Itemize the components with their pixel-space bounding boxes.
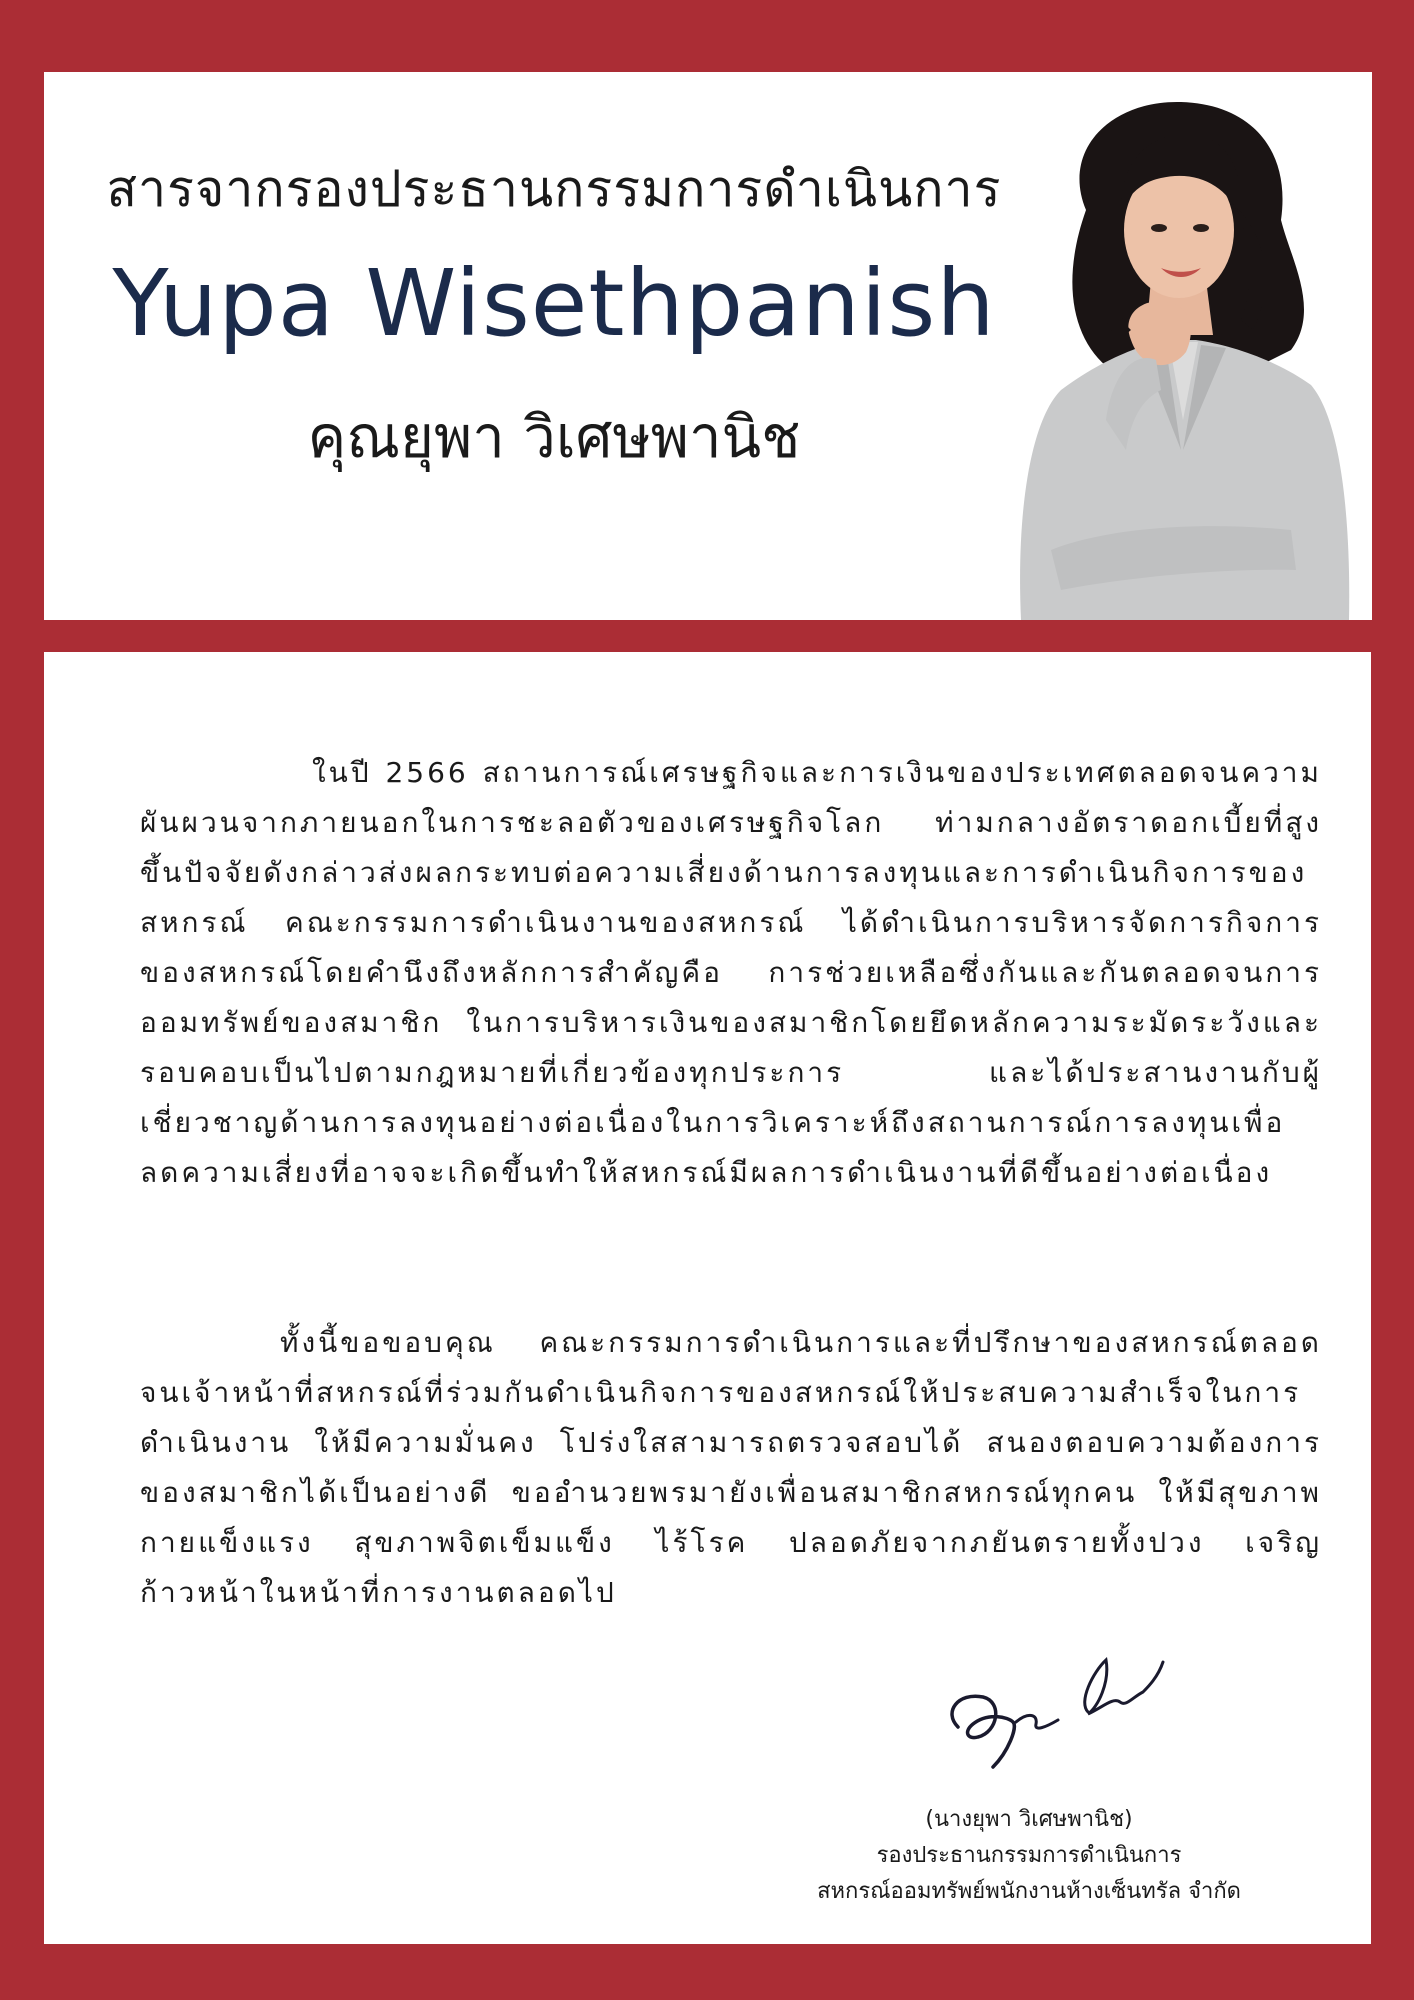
header-title: สารจากรองประธานกรรมการดำเนินการ: [106, 160, 1002, 218]
message-paragraph-1: ในปี 2566 สถานการณ์เศรษฐกิจและการเงินของประเทศตลอดจนความผันผวนจากภายนอกในการชะลอตัวของเศรษฐกิจโลก ท่ามกลางอัตราดอกเบี้ยที่สูงขึ้นปัจจัยดังกล่าวส่งผลกระทบต่อความเสี่ยงด้านการลงทุนและการดำเนินกิจการของสหกรณ์ คณะกรรมการดำเนินงานของสหกรณ์ ได้ดำเนินการบริหารจัดการกิจการของสหกรณ์โดยคำนึงถึงหลักการสำคัญคือ การช่วยเหลือซึ่งกันและกันตลอดจนการออมทรัพย์ของสมาชิก ในการบริหารเงินของสมาชิกโดยยึดหลักความระมัดระวังและรอบคอบเป็นไปตามกฎหมายที่เกี่ยวข้องทุกประการ และได้ประสานงานกับผู้เชี่ยวชาญด้านการลงทุนอย่างต่อเนื่องในการวิเคราะห์ถึงสถานการณ์การลงทุนเพื่อลดความเสี่ยงที่อาจจะเกิดขึ้นทำให้สหกรณ์มีผลการดำเนินงานที่ดีขึ้นอย่างต่อเนื่อง: [140, 756, 1322, 1189]
signature-block: [784, 1802, 1274, 1910]
name-english: Yupa Wisethpanish: [112, 250, 996, 357]
signatory-name: (นางยุพา วิเศษพานิช): [925, 1807, 1133, 1832]
message-panel: [44, 652, 1371, 1944]
signatory-organization: สหกรณ์ออมทรัพย์พนักงานห้างเซ็นทรัล จำกัด: [817, 1879, 1241, 1904]
handwritten-signature: [938, 1652, 1168, 1772]
message-paragraph-2: ทั้งนี้ขอขอบคุณ คณะกรรมการดำเนินการและที่ปรึกษาของสหกรณ์ตลอดจนเจ้าหน้าที่สหกรณ์ที่ร่วมกันดำเนินกิจการของสหกรณ์ให้ประสบความสำเร็จในการดำเนินงาน ให้มีความมั่นคง โปร่งใสสามารถตรวจสอบได้ สนองตอบความต้องการของสมาชิกได้เป็นอย่างดี ขออำนวยพรมายังเพื่อนสมาชิกสหกรณ์ทุกคน ให้มีสุขภาพกายแข็งแรง สุขภาพจิตเข็มแข็ง ไร้โรค ปลอดภัยจากภยันตรายทั้งปวง เจริญก้าวหน้าในหน้าที่การงานตลอดไป: [140, 1326, 1322, 1609]
signatory-position: รองประธานกรรมการดำเนินการ: [876, 1843, 1182, 1868]
name-thai: คุณยุพา วิเศษพานิช: [307, 403, 801, 471]
header-panel: [44, 72, 1372, 620]
portrait-photo: [991, 90, 1371, 620]
